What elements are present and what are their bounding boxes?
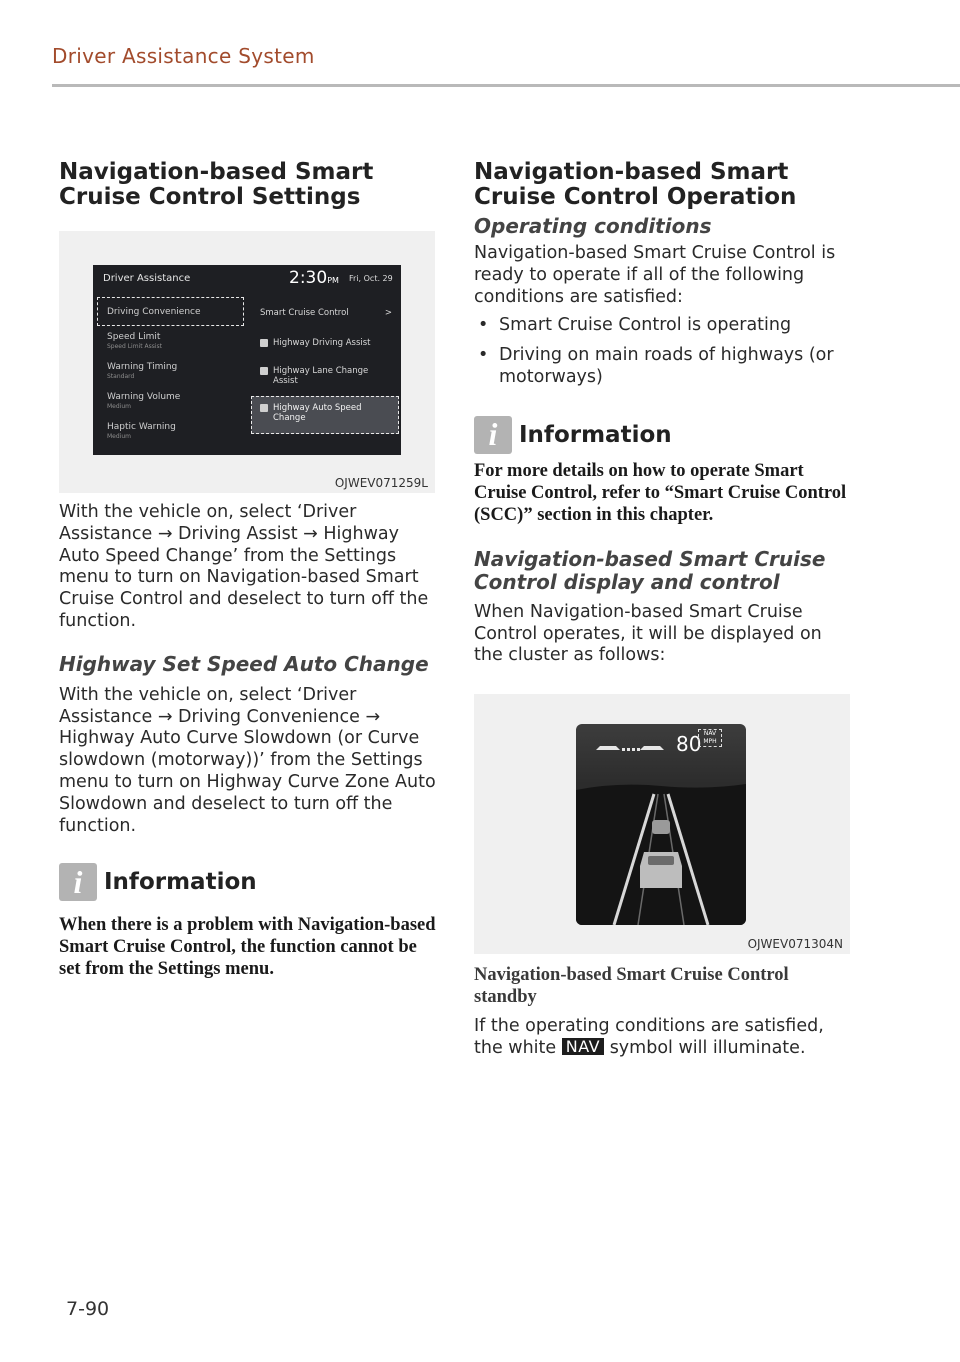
info-text: When there is a problem with Navigation-based Smart Cruise Control, the function cannot be set from the Settings menu. — [59, 915, 436, 980]
option-smart-cruise-control: Smart Cruise Control > — [260, 308, 392, 318]
right-column — [474, 160, 852, 1060]
settings-screen — [93, 265, 401, 455]
menu-haptic-warning: Haptic Warning Medium — [107, 422, 176, 440]
checkbox-checked-icon — [260, 367, 268, 375]
cluster-graphic — [576, 724, 746, 925]
info-text: For more details on how to operate Smart Cruise Control, refer to “Smart Cruise Control (SCC)” section in this chapter. — [474, 460, 847, 525]
menu-speed-limit: Speed Limit Speed Limit Assist — [107, 332, 162, 350]
info-label: Information — [104, 869, 257, 896]
option-highway-driving-assist: Highway Driving Assist — [260, 338, 383, 348]
settings-paragraph: With the vehicle on, select ‘Driver Assistance → Driving Assist → Highway Auto Speed Change’ from the Settings menu to turn on Navigation-based Smart Cruise Control and deselect to turn off the function. — [59, 502, 429, 631]
cluster-figure — [474, 694, 850, 954]
operating-conditions-paragraph: Navigation-based Smart Cruise Control is ready to operate if all of the following conditions are satisfied: — [474, 243, 836, 307]
menu-driving-convenience: Driving Convenience — [107, 307, 201, 317]
cluster-display — [576, 724, 746, 925]
list-item: • Driving on main roads of highways (or motorways) — [474, 345, 852, 389]
chevron-right-icon: > — [384, 308, 392, 318]
menu-warning-timing: Warning Timing Standard — [107, 362, 178, 380]
information-icon: i — [474, 416, 512, 454]
option-highway-lane-change-assist: Highway Lane Change Assist — [260, 366, 378, 386]
nav-symbol-icon: NAV — [562, 1038, 604, 1055]
standby-caption: Navigation-based Smart Cruise Control standby — [474, 965, 789, 1008]
info-block-header — [59, 863, 437, 901]
menu-warning-volume: Warning Volume Medium — [107, 392, 181, 410]
nav-speed-badge: NAV MPH — [698, 729, 722, 747]
standby-paragraph: If the operating conditions are satisfied, the white NAV symbol will illuminate. — [474, 1016, 824, 1058]
lead-vehicle-icon — [652, 820, 670, 834]
set-speed-readout: 80 — [676, 732, 702, 757]
page-number: 7-90 — [66, 1298, 110, 1320]
screen-ampm: PM — [327, 276, 339, 285]
screen-date: Fri, Oct. 29 — [349, 274, 393, 283]
display-control-subheading: Navigation-based Smart Cruise Control display and control — [474, 546, 826, 594]
checkbox-checked-icon — [260, 339, 268, 347]
conditions-list — [474, 315, 852, 388]
left-column — [59, 160, 437, 980]
info-label: Information — [519, 421, 672, 448]
operating-conditions-subheading: Operating conditions — [474, 214, 712, 238]
header-rule — [52, 84, 960, 87]
own-vehicle-icon — [640, 852, 682, 888]
option-highway-auto-speed-change: Highway Auto Speed Change — [260, 403, 373, 423]
set-speed-paragraph: With the vehicle on, select ‘Driver Assistance → Driving Convenience → Highway Auto Curve Slowdown (or Curve slowdown (motorway))’ from the Settings menu to turn on Highway Curve Zone Auto Slowdown and deselect to turn off the function. — [59, 684, 436, 836]
screen-time: 2:30PM — [289, 268, 339, 288]
screen-title: Driver Assistance — [103, 273, 191, 284]
figure-code: OJWEV071304N — [747, 937, 843, 952]
info-block-header — [474, 416, 852, 454]
set-speed-subheading: Highway Set Speed Auto Change — [59, 651, 429, 676]
information-icon: i — [59, 863, 97, 901]
figure-code: OJWEV071259L — [334, 476, 428, 490]
checkbox-checked-icon — [260, 404, 268, 412]
header-title: Driver Assistance System — [52, 44, 315, 68]
settings-figure — [59, 231, 435, 493]
following-distance-icon — [596, 746, 664, 751]
operation-heading: Navigation-based Smart Cruise Control Operation — [474, 159, 797, 210]
display-paragraph: When Navigation-based Smart Cruise Control operates, it will be displayed on the cluster as follows: — [474, 601, 822, 666]
list-item: • Smart Cruise Control is operating — [474, 315, 852, 337]
settings-heading: Navigation-based Smart Cruise Control Settings — [59, 159, 374, 210]
